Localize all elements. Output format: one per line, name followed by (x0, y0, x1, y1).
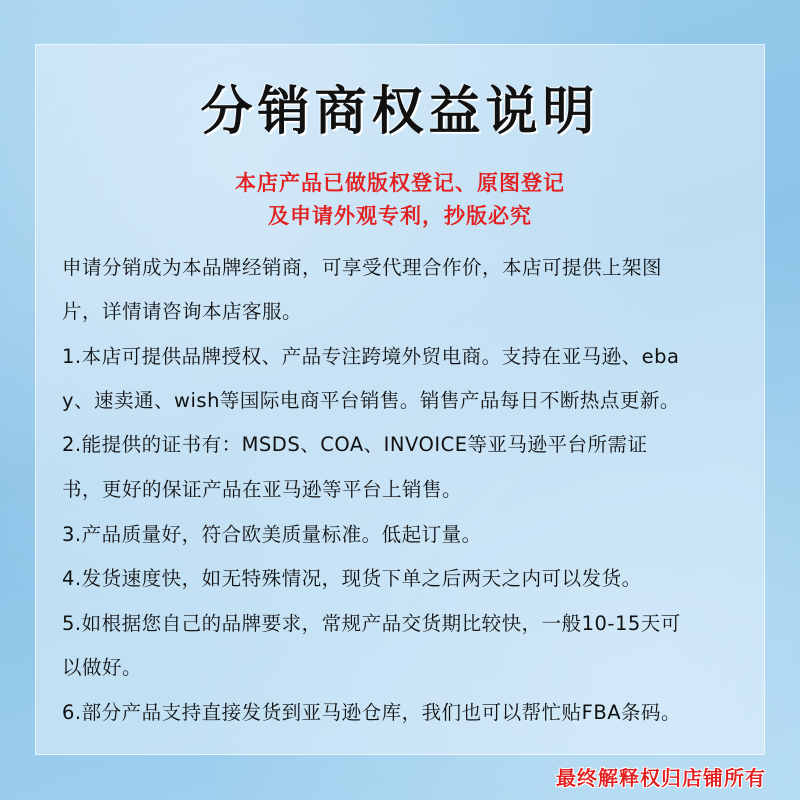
item-1-line-2: y、速卖通、wish等国际电商平台销售。销售产品每日不断热点更新。 (62, 389, 680, 412)
intro-line-2: 片，详情请咨询本店客服。 (62, 300, 303, 323)
item-5-line-2: 以做好。 (62, 656, 143, 679)
copyright-warning-line-2: 及申请外观专利，抄版必究 (268, 203, 532, 228)
item-6-line-1: 6.部分产品支持直接发货到亚马逊仓库，我们也可以帮忙贴FBA条码。 (62, 701, 682, 724)
page-title: 分销商权益说明 (200, 81, 600, 142)
item-3-line-1: 3.产品质量好，符合欧美质量标准。低起订量。 (62, 523, 482, 546)
item-1-line-1: 1.本店可提供品牌授权、产品专注跨境外贸电商。支持在亚马逊、eba (62, 345, 680, 368)
intro-line-1: 申请分销成为本品牌经销商，可享受代理合作价，本店可提供上架图 (62, 256, 663, 279)
copyright-warning-line-1: 本店产品已做版权登记、原图登记 (235, 170, 565, 195)
item-2-line-1: 2.能提供的证书有：MSDS、COA、INVOICE等亚马逊平台所需证 (62, 433, 648, 456)
item-4-line-1: 4.发货速度快，如无特殊情况，现货下单之后两天之内可以发货。 (62, 567, 642, 590)
item-5-line-1: 5.如根据您自己的品牌要求，常规产品交货期比较快，一般10-15天可 (62, 612, 681, 635)
footer-note: 最终解释权归店铺所有 (556, 766, 766, 790)
item-2-line-2: 书，更好的保证产品在亚马逊等平台上销售。 (62, 478, 463, 501)
